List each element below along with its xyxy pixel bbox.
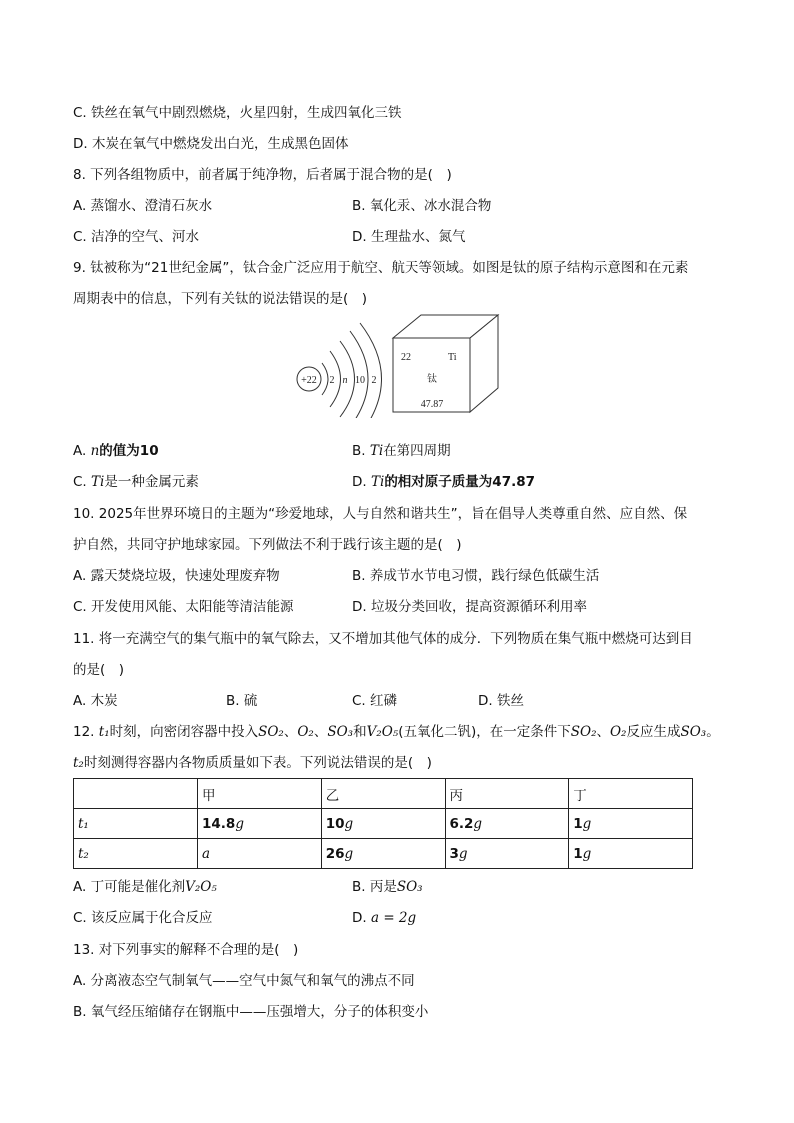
cell-unit: g: [473, 815, 483, 832]
cell-unit: g: [582, 845, 592, 862]
q10-option-b: B. 养成节水节电习惯，践行绿色低碳生活: [352, 568, 600, 584]
stem-text: 反应生成: [626, 724, 681, 740]
math-variable: n: [90, 443, 100, 459]
chemical-formula: SO₂: [570, 724, 597, 740]
q10-stem-line1: 10. 2025年世界环境日的主题为“珍爱地球，人与自然和谐共生”，旨在倡导人类尊重自然、应自然、保: [73, 506, 688, 522]
q13-option-a: A. 分离液态空气制氧气——空气中氮气和氧气的沸点不同: [73, 973, 415, 989]
chemical-formula: O₂: [609, 724, 627, 740]
cell-unit: g: [344, 845, 354, 862]
atomic-mass: 47.87: [420, 399, 444, 410]
option-text: 的相对原子质量为47.87: [384, 474, 536, 490]
chemical-formula: SO₃: [327, 724, 354, 740]
table-header-cell: 乙: [321, 779, 445, 809]
shell-electron-count: 2: [371, 375, 377, 386]
option-letter: D.: [352, 910, 371, 926]
element-name: 钛: [427, 374, 437, 385]
q9-option-a: [73, 442, 159, 460]
cell-value: 14.8: [202, 815, 236, 832]
stem-text: 、: [283, 724, 298, 740]
math-variable: Ti: [370, 474, 385, 490]
cell-unit: g: [582, 815, 592, 832]
q10-option-c: C. 开发使用风能、太阳能等清洁能源: [73, 599, 294, 615]
option-letter: C.: [73, 474, 92, 490]
q8-option-a: A. 蒸馏水、澄清石灰水: [73, 198, 213, 214]
q9-option-d: [352, 473, 535, 491]
q9-option-b: [352, 442, 451, 460]
shell-electron-count: 2: [329, 375, 335, 386]
q11-option-c: C. 红磷: [352, 693, 398, 709]
q7-option-d: D. 木炭在氧气中燃烧发出白光，生成黑色固体: [73, 136, 349, 152]
q12-option-b: [352, 878, 423, 896]
stem-text: (五氧化二钒)，在一定条件下: [398, 724, 571, 740]
q12-option-c: C. 该反应属于化合反应: [73, 910, 213, 926]
cell-value: 3: [449, 845, 459, 862]
table-cell: [569, 809, 693, 839]
table-row-label: t₁: [74, 809, 198, 839]
atom-structure-diagram: [297, 323, 382, 418]
q8-option-b: B. 氧化汞、冰水混合物: [352, 198, 492, 214]
q10-stem-line2: 护自然，共同守护地球家园。下列做法不利于践行该主题的是( ): [73, 537, 462, 553]
nucleus-charge: +22: [301, 375, 317, 386]
table-header-cell: 丙: [445, 779, 569, 809]
table-header-row: [74, 779, 693, 809]
shell-electron-count: n: [342, 375, 348, 386]
option-letter: D.: [352, 474, 371, 490]
option-text: A. 丁可能是催化剂: [73, 879, 186, 895]
q12-option-a: [73, 878, 217, 896]
cell-value: 6.2: [449, 815, 474, 832]
table-cell: [569, 839, 693, 869]
mass-table: [73, 778, 693, 869]
cell-value: 1: [573, 845, 583, 862]
q12-option-d: [352, 909, 416, 927]
math-variable: t₂: [73, 755, 84, 771]
option-text: 在第四周期: [383, 443, 451, 459]
table-row: [74, 839, 693, 869]
q13-stem: 13. 对下列事实的解释不合理的是( ): [73, 942, 299, 958]
q11-option-d: D. 铁丝: [478, 693, 524, 709]
table-cell: [198, 839, 322, 869]
q12-stem-line1: [73, 723, 720, 741]
cell-value: 1: [573, 815, 583, 832]
option-text: 是一种金属元素: [104, 474, 199, 490]
stem-text: 时刻，向密闭容器中投入: [109, 724, 259, 740]
q7-option-c: C. 铁丝在氧气中剧烈燃烧，火星四射，生成四氧化三铁: [73, 105, 402, 121]
table-cell: [445, 809, 569, 839]
question-number: 12.: [73, 724, 99, 740]
option-letter: A.: [73, 443, 91, 459]
option-text: B. 丙是: [352, 879, 397, 895]
chemical-formula: V₂O₅: [366, 724, 399, 740]
q8-option-d: D. 生理盐水、氮气: [352, 229, 466, 245]
shell-electron-count: 10: [355, 375, 365, 386]
table-header-cell: 甲: [198, 779, 322, 809]
math-expression: a = 2g: [370, 910, 417, 926]
q10-option-d: D. 垃圾分类回收，提高资源循环利用率: [352, 599, 587, 615]
math-variable: t₁: [98, 724, 110, 740]
table-row: [74, 809, 693, 839]
cell-unit: a: [202, 845, 211, 862]
chemical-formula: SO₃: [396, 879, 423, 895]
table-header-cell: 丁: [569, 779, 693, 809]
titanium-figure: [285, 313, 505, 418]
chemical-formula: SO₂: [258, 724, 284, 740]
cell-value: 26: [325, 845, 345, 862]
option-letter: B.: [352, 443, 370, 459]
q9-stem-line1: 9. 钛被称为“21世纪金属”，钛合金广泛应用于航空、航天等领域。如图是钛的原子结构示意图和在元素: [73, 260, 689, 276]
table-cell: [198, 809, 322, 839]
q9-stem-line2: 周期表中的信息，下列有关钛的说法错误的是( ): [73, 291, 368, 307]
q11-stem-line2: 的是( ): [73, 662, 125, 678]
stem-text: 。: [706, 724, 720, 740]
option-text: 的值为10: [99, 443, 159, 459]
q9-option-c: [73, 473, 199, 491]
table-row-label: t₂: [74, 839, 198, 869]
cell-unit: g: [458, 845, 468, 862]
stem-text: 和: [353, 724, 367, 740]
q12-stem-line2: [73, 754, 432, 772]
stem-text: 、: [313, 724, 328, 740]
q13-option-b: B. 氧气经压缩储存在钢瓶中——压强增大，分子的体积变小: [73, 1004, 429, 1020]
math-variable: Ti: [369, 443, 384, 459]
table-header-cell: [74, 779, 198, 809]
stem-text: 、: [596, 724, 610, 740]
cell-unit: g: [344, 815, 354, 832]
atomic-number: 22: [401, 352, 411, 363]
chemical-formula: SO₃: [680, 724, 707, 740]
table-cell: [321, 809, 445, 839]
electron-shell-arc: [322, 363, 328, 395]
table-cell: [445, 839, 569, 869]
q11-option-b: B. 硫: [226, 693, 258, 709]
math-variable: Ti: [91, 474, 105, 490]
cell-unit: g: [235, 815, 244, 832]
element-symbol: Ti: [448, 352, 457, 363]
q10-option-a: A. 露天焚烧垃圾，快速处理废弃物: [73, 568, 280, 584]
table-cell: [321, 839, 445, 869]
stem-text: 时刻测得容器内各物质质量如下表。下列说法错误的是( ): [83, 755, 432, 771]
chemical-formula: O₂: [297, 724, 314, 740]
q8-stem: 8. 下列各组物质中，前者属于纯净物，后者属于混合物的是( ): [73, 167, 452, 183]
chemical-formula: V₂O₅: [185, 879, 217, 895]
cell-value: 10: [325, 815, 345, 832]
q11-option-a: A. 木炭: [73, 693, 118, 709]
q11-stem-line1: 11. 将一充满空气的集气瓶中的氧气除去，又不增加其他气体的成分．下列物质在集气瓶中燃烧可达到目: [73, 631, 693, 647]
q8-option-c: C. 洁净的空气、河水: [73, 229, 200, 245]
periodic-table-cell: [393, 315, 498, 412]
